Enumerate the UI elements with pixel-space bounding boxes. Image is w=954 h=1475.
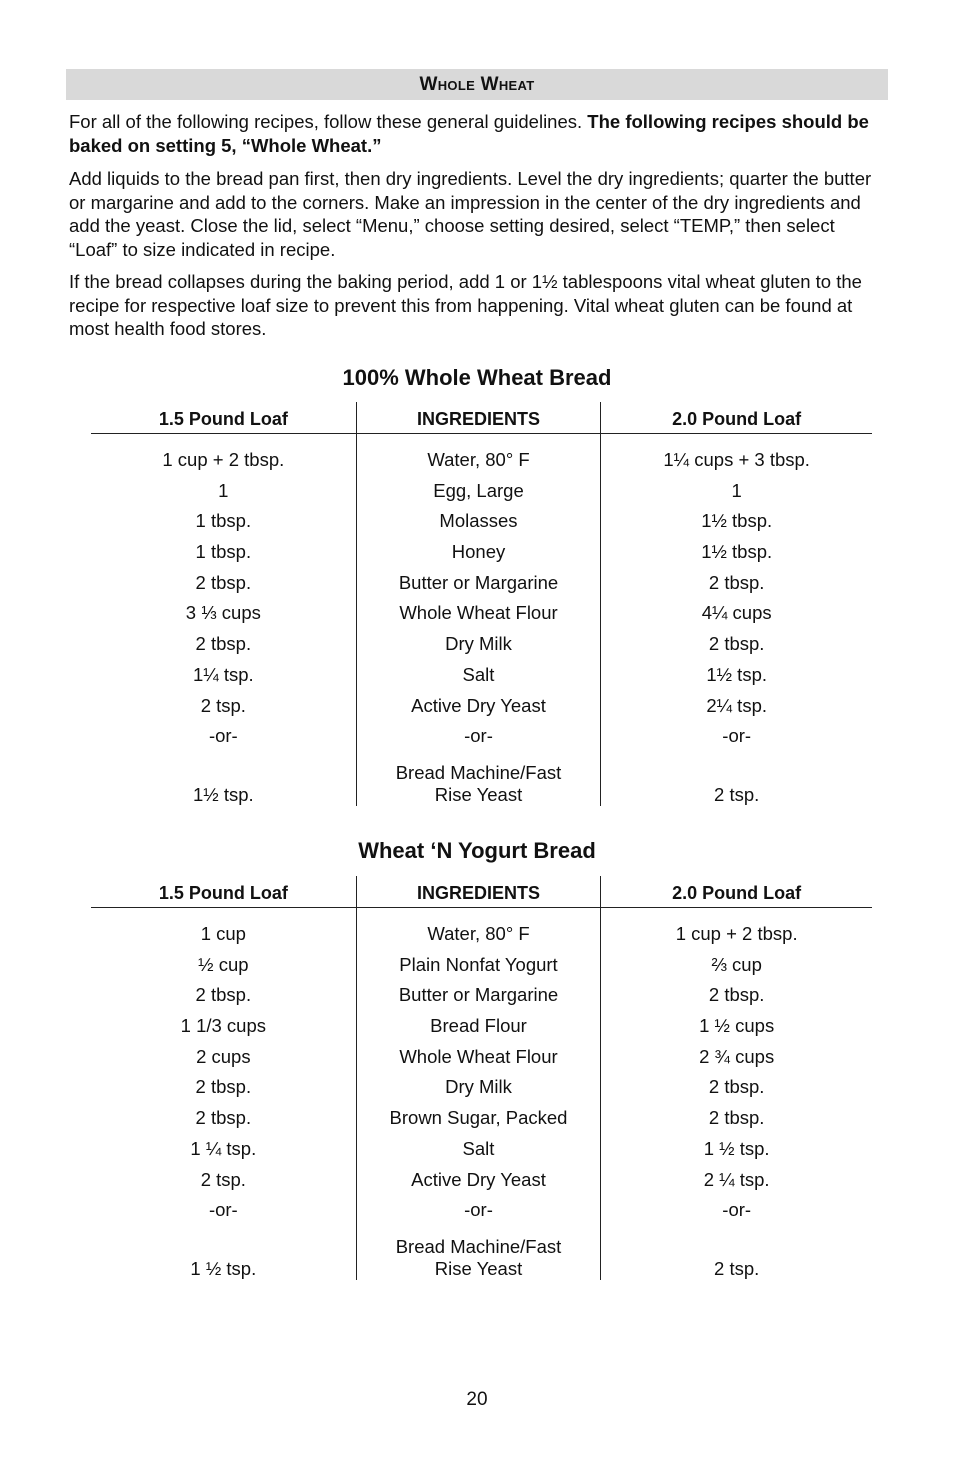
table-cell: Whole Wheat Flour: [399, 602, 558, 624]
large-loaf-column: [600, 908, 872, 1280]
table-cell: 2 ¼ tsp.: [703, 1168, 770, 1190]
table-cell: -or-: [722, 725, 752, 747]
table-body: [91, 434, 872, 806]
table-cell: Honey: [451, 541, 506, 563]
table-cell: [91, 1226, 356, 1280]
table-cell: -or-: [464, 725, 493, 747]
section-title: Whole Wheat: [66, 69, 888, 100]
recipe-title: 100% Whole Wheat Bread: [342, 365, 612, 390]
recipe-title: Wheat ‘N Yogurt Bread: [358, 838, 596, 863]
table-cell: 2 tbsp.: [708, 1076, 765, 1098]
table-cell: 1 1/3 cups: [180, 1015, 267, 1037]
table-header: [91, 876, 872, 908]
header-large-loaf: 2.0 Pound Loaf: [600, 876, 872, 907]
table-cell-line: 2 tsp.: [714, 1257, 760, 1279]
table-cell-line: Bread Machine/Fast: [395, 761, 562, 783]
ingredients-column: [356, 434, 601, 806]
page-number: 20: [466, 1389, 488, 1410]
table-cell-line: 1½ tsp.: [192, 783, 254, 805]
table-cell: Bread Flour: [430, 1015, 527, 1037]
table-cell: 1 cup: [200, 923, 246, 944]
table-cell: Egg, Large: [433, 479, 524, 501]
intro-guidelines-text: For all of the following recipes, follow these general guidelines.: [69, 111, 588, 132]
table-cell: 1: [218, 479, 229, 501]
table-cell-line: Rise Yeast: [434, 1257, 523, 1279]
table-cell: 2 tbsp.: [195, 571, 252, 593]
table-cell: Active Dry Yeast: [411, 1168, 546, 1190]
table-cell: 1¼ tsp.: [192, 663, 254, 685]
recipe-table: [91, 402, 872, 806]
table-cell: Butter or Margarine: [398, 984, 559, 1006]
table-cell: 1½ tsp.: [706, 663, 768, 685]
recipe-table: [91, 876, 872, 1280]
table-cell: [357, 752, 601, 806]
table-cell: 1: [731, 479, 742, 501]
table-cell: 2 tbsp.: [195, 1107, 252, 1129]
table-cell: 1 ¼ tsp.: [190, 1137, 257, 1159]
table-cell-line: 2 tsp.: [714, 783, 760, 805]
table-cell: 2 tbsp.: [195, 984, 252, 1006]
table-cell: 1 ½ cups: [699, 1015, 775, 1037]
table-cell-line: 1 ½ tsp.: [190, 1257, 257, 1279]
table-cell: [91, 752, 356, 806]
table-cell: Water, 80° F: [427, 923, 530, 944]
table-cell: 2 tbsp.: [708, 571, 765, 593]
table-cell: 2 tbsp.: [708, 984, 765, 1006]
table-cell: 2 tsp.: [200, 694, 246, 716]
table-cell: Brown Sugar, Packed: [389, 1107, 568, 1129]
table-cell: 1 cup + 2 tbsp.: [162, 449, 285, 470]
table-cell: 4¼ cups: [701, 602, 772, 624]
ingredients-column: [356, 908, 601, 1280]
table-cell: 2 tbsp.: [708, 633, 765, 655]
header-small-loaf: 1.5 Pound Loaf: [158, 883, 288, 903]
header-ingredients: INGREDIENTS: [356, 876, 601, 907]
table-header: [91, 402, 872, 434]
table-cell: 1 tbsp.: [195, 541, 252, 563]
table-cell: ½ cup: [198, 953, 249, 975]
intro-instructions: Add liquids to the bread pan first, then dry ingredients. Level the dry ingredients; quarter the butter or margarine and add to the corners. Make an impression in the center of the dry ingredients and add the yeast. Close the lid, select “Menu,” choose setting desired, select “TEMP,” then select “Loaf” to size indicated in recipe.: [69, 168, 872, 260]
large-loaf-column: [600, 434, 872, 806]
header-large-loaf: 2.0 Pound Loaf: [600, 402, 872, 433]
intro-setting-note: The following recipes should be baked on setting 5, “Whole Wheat.”: [69, 111, 869, 156]
header-small-loaf: 1.5 Pound Loaf: [158, 409, 288, 429]
table-cell: -or-: [722, 1199, 752, 1221]
table-cell: 2 ¾ cups: [699, 1045, 775, 1067]
table-cell: 1 cup + 2 tbsp.: [675, 923, 798, 944]
table-cell: [357, 1226, 601, 1280]
table-cell: -or-: [208, 1199, 238, 1221]
table-cell-line: Rise Yeast: [434, 783, 523, 805]
table-cell: 3 ⅓ cups: [185, 602, 261, 624]
intro-guidelines: [69, 110, 879, 157]
table-cell: ⅔ cup: [711, 953, 762, 975]
table-cell: Salt: [462, 1137, 495, 1159]
table-body: [91, 908, 872, 1280]
table-cell: 2 tbsp.: [708, 1107, 765, 1129]
table-cell: 1 tbsp.: [195, 510, 252, 532]
table-cell: -or-: [464, 1199, 493, 1221]
table-cell: Plain Nonfat Yogurt: [399, 953, 558, 975]
table-cell: Dry Milk: [445, 633, 512, 655]
table-cell: Butter or Margarine: [398, 571, 559, 593]
table-cell-line: Bread Machine/Fast: [395, 1235, 562, 1257]
table-cell: 2 tbsp.: [195, 633, 252, 655]
table-cell: 2 tbsp.: [195, 1076, 252, 1098]
table-cell: Molasses: [439, 510, 518, 532]
table-cell: 1½ tbsp.: [701, 541, 773, 563]
table-cell: 2 cups: [196, 1045, 251, 1067]
small-loaf-column: [91, 434, 356, 806]
table-cell: 2 tsp.: [200, 1168, 246, 1190]
table-cell: Whole Wheat Flour: [399, 1045, 558, 1067]
table-cell: 1 ½ tsp.: [703, 1137, 770, 1159]
table-cell: [601, 1226, 872, 1280]
table-cell: Water, 80° F: [427, 449, 530, 470]
table-cell: Active Dry Yeast: [411, 694, 546, 716]
table-cell: Salt: [462, 663, 495, 685]
table-cell: Dry Milk: [445, 1076, 512, 1098]
table-cell: 2¼ tsp.: [706, 694, 768, 716]
table-cell: [601, 752, 872, 806]
intro-gluten-tip: If the bread collapses during the baking period, add 1 or 1½ tablespoons vital wheat gluten to the recipe for respective loaf size to prevent this from happening. Vital wheat gluten can be found at most health food stores.: [69, 271, 862, 339]
table-cell: -or-: [208, 725, 238, 747]
header-ingredients: INGREDIENTS: [356, 402, 601, 433]
small-loaf-column: [91, 908, 356, 1280]
table-cell: 1½ tbsp.: [701, 510, 773, 532]
table-cell: 1¼ cups + 3 tbsp.: [663, 449, 810, 470]
